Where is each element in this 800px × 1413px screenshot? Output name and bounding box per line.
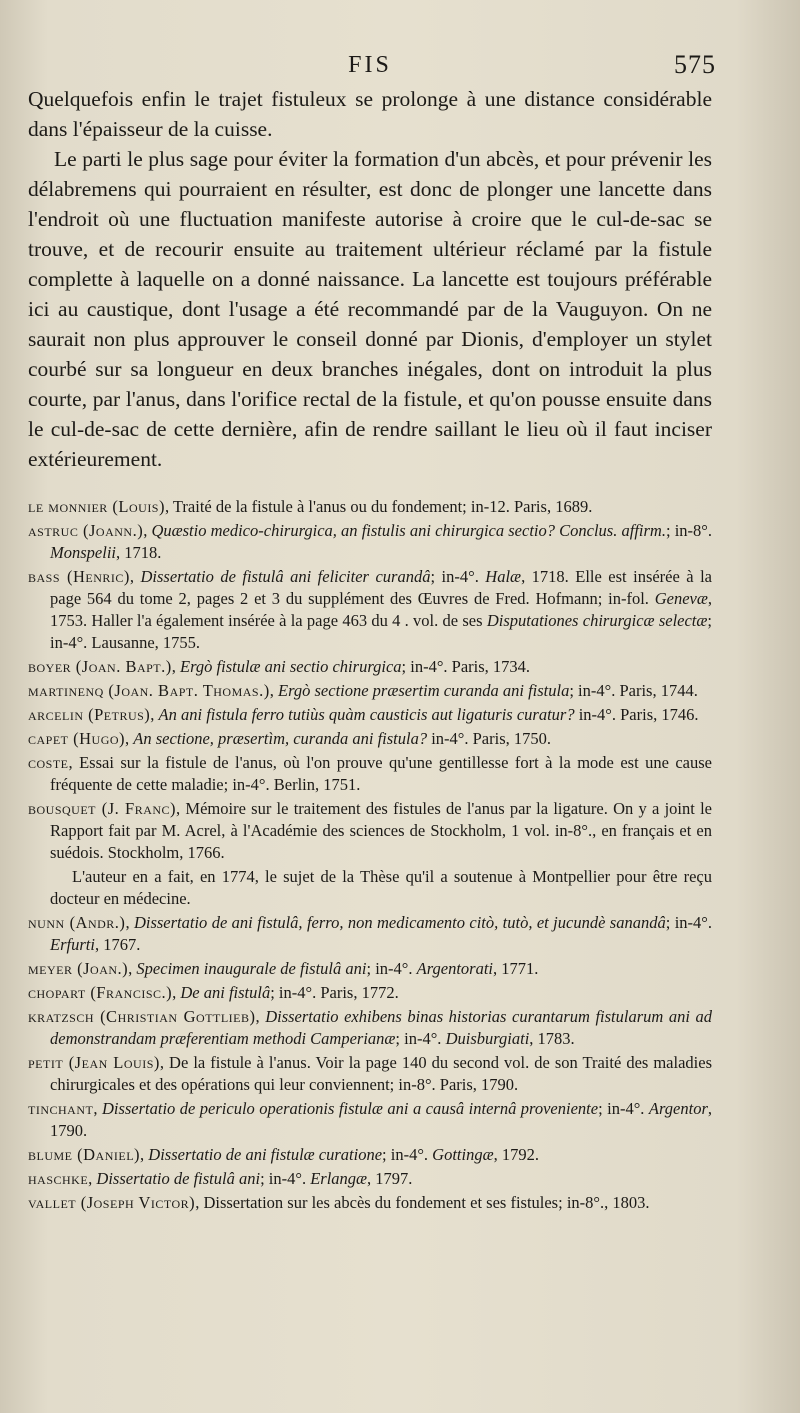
reference-entry <box>28 1006 712 1050</box>
reference-author: astruc (Joann.) <box>28 521 144 540</box>
reference-title: De ani fistulâ <box>180 983 271 1002</box>
reference-text: , <box>140 1145 149 1164</box>
reference-text: , 1783. <box>529 1029 575 1048</box>
reference-entry <box>28 1192 712 1214</box>
reference-author: capet (Hugo) <box>28 729 126 748</box>
reference-text: , <box>150 705 159 724</box>
running-head: FIS <box>348 52 392 78</box>
reference-title: Monspelii <box>50 543 116 562</box>
reference-author: martinenq (Joan. Bapt. Thomas.) <box>28 681 270 700</box>
reference-text: , <box>128 959 137 978</box>
reference-author: blume (Daniel) <box>28 1145 141 1164</box>
reference-title: Dissertatio de fistulâ ani feliciter curandâ <box>140 567 431 586</box>
reference-author: tinchant <box>28 1099 94 1118</box>
reference-text: , <box>125 913 134 932</box>
reference-entry <box>28 982 712 1004</box>
reference-text: , 1792. <box>493 1145 539 1164</box>
reference-title: Disputationes chirurgicæ selectæ <box>486 611 708 630</box>
reference-text: , <box>125 729 134 748</box>
paragraph: Quelquefois enfin le trajet fistuleux se prolonge à une distance considérable dans l'épaisseur de la cuisse. <box>28 87 712 141</box>
reference-title: Dissertatio de periculo operationis fistulæ ani a causâ internâ proveniente <box>101 1099 599 1118</box>
reference-title: Halæ <box>485 567 522 586</box>
reference-title: Argentorati <box>416 959 494 978</box>
reference-title: Genevæ <box>654 589 708 608</box>
reference-text: , 1753. Haller l'a également insérée à la page 463 du 4 . vol. de ses <box>50 589 712 630</box>
reference-text: , <box>143 521 152 540</box>
reference-entry <box>28 1098 712 1142</box>
reference-entry <box>28 912 712 956</box>
reference-entry <box>28 798 712 864</box>
reference-title: Specimen inaugurale de fistulâ ani <box>136 959 367 978</box>
reference-text: , <box>269 681 278 700</box>
reference-author: boyer (Joan. Bapt.) <box>28 657 172 676</box>
page-number: 575 <box>674 50 716 79</box>
reference-title: Erlangæ <box>310 1169 368 1188</box>
reference-text: ; in-4°. <box>430 567 486 586</box>
reference-author: nunn (Andr.) <box>28 913 126 932</box>
reference-author: chopart (Francisc.) <box>28 983 173 1002</box>
reference-text: , 1767. <box>94 935 141 954</box>
reference-text: , 1771. <box>493 959 539 978</box>
reference-entry <box>28 680 712 702</box>
reference-text: L'auteur en a fait, en 1774, le sujet de la Thèse qu'il a soutenue à Montpellier pour être reçu docteur en médecine. <box>50 867 712 908</box>
reference-text: , Essai sur la fistule de l'anus, où l'on prouve qu'une gentillesse fort à la mode est une cause fréquente de cette maladie; in-4°. Berlin, 1751. <box>50 753 712 794</box>
reference-text: , 1718. Elle est insérée à la page 564 du tome 2, pages 2 et 3 du supplément des Œuvres de Fred. Hofmann; in-fol. <box>50 567 713 608</box>
reference-title: Dissertatio de fistulâ ani <box>96 1169 261 1188</box>
reference-text: , 1790. <box>50 1099 712 1140</box>
body-text <box>28 84 712 474</box>
reference-text: , <box>129 567 141 586</box>
bibliography <box>28 496 712 1214</box>
reference-author: petit (Jean Louis) <box>28 1053 160 1072</box>
reference-entry <box>28 496 712 518</box>
reference-entry <box>28 1052 712 1096</box>
reference-author: vallet (Joseph Victor) <box>28 1193 196 1212</box>
reference-text: , <box>88 1169 97 1188</box>
reference-author: haschke <box>28 1169 89 1188</box>
reference-entry <box>28 566 712 654</box>
reference-author: coste <box>28 753 69 772</box>
reference-author: kratzsch (Christian Gottlieb) <box>28 1007 256 1026</box>
reference-text: ; in-4°. <box>366 959 417 978</box>
reference-entry <box>28 1144 712 1166</box>
reference-text: ; in-4°. Paris, 1772. <box>270 983 399 1002</box>
reference-title: Dissertatio de ani fistulæ curatione <box>148 1145 383 1164</box>
reference-text: , Mémoire sur le traitement des fistules de l'anus par la ligature. On y a joint le Rapport fait par M. Acrel, à l'Académie des sciences de Stockholm, 1 vol. in-8°., en français et en suédois. Stockholm, 1766. <box>50 799 712 862</box>
reference-text: , <box>172 983 181 1002</box>
reference-text: ; in-8°. <box>665 521 712 540</box>
reference-text: , <box>93 1099 102 1118</box>
reference-entry <box>28 752 712 796</box>
reference-text: , <box>255 1007 266 1026</box>
reference-title: Ergò sectione præsertim curanda ani fistula <box>277 681 570 700</box>
reference-title: Dissertatio exhibens binas historias curantarum fistularum ani ad demonstrandam præferentiam methodi Camperianæ <box>50 1007 713 1048</box>
reference-entry <box>28 704 712 726</box>
reference-title: Ergò fistulæ ani sectio chirurgica <box>180 657 402 676</box>
reference-text: in-4°. Paris, 1750. <box>427 729 552 748</box>
reference-text: , 1718. <box>116 543 162 562</box>
reference-author: arcelin (Petrus) <box>28 705 151 724</box>
reference-title: Duisburgiati <box>445 1029 530 1048</box>
reference-author: bousquet (J. Franc) <box>28 799 177 818</box>
reference-text: ; in-4°. Paris, 1734. <box>401 657 531 676</box>
reference-entry <box>28 728 712 750</box>
reference-text: , Dissertation sur les abcès du fondement et ses fistules; in-8°., 1803. <box>195 1193 650 1212</box>
page-header <box>28 50 716 84</box>
reference-entry <box>28 520 712 564</box>
reference-text: ; in-4°. <box>382 1145 433 1164</box>
reference-author: bass (Henric) <box>28 567 130 586</box>
reference-title: An ani fistula ferro tutiùs quàm causticis aut ligaturis curatur? <box>158 705 575 724</box>
reference-text: , 1797. <box>367 1169 413 1188</box>
reference-text: ; in-4°. <box>665 913 713 932</box>
reference-entry <box>28 958 712 980</box>
reference-text: ; in-4°. <box>395 1029 446 1048</box>
reference-text: , De la fistule à l'anus. Voir la page 140 du second vol. de son Traité des maladies chirurgicales et des opérations qui leur conviennent; in-8°. Paris, 1790. <box>50 1053 712 1094</box>
reference-text: ; in-4°. Lausanne, 1755. <box>50 611 712 652</box>
reference-author: meyer (Joan.) <box>28 959 129 978</box>
reference-title: Gottingæ <box>432 1145 494 1164</box>
reference-text: ; in-4°. <box>260 1169 311 1188</box>
reference-text: ; in-4°. <box>598 1099 649 1118</box>
reference-text: ; in-4°. Paris, 1744. <box>569 681 698 700</box>
reference-note <box>28 866 712 910</box>
reference-text: , Traité de la fistule à l'anus ou du fondement; in-12. Paris, 1689. <box>164 497 593 516</box>
reference-title: Quæstio medico-chirurgica, an fistulis ani chirurgica sectio? Conclus. affirm. <box>151 521 666 540</box>
reference-text: in-4°. Paris, 1746. <box>574 705 699 724</box>
reference-entry <box>28 1168 712 1190</box>
reference-entry <box>28 656 712 678</box>
reference-title: Argentor <box>648 1099 708 1118</box>
reference-title: Dissertatio de ani fistulâ, ferro, non medicamento citò, tutò, et jucundè sanandâ <box>133 913 666 932</box>
reference-title: Erfurti <box>50 935 95 954</box>
reference-author: le monnier (Louis) <box>28 497 165 516</box>
paragraph: Le parti le plus sage pour éviter la formation d'un abcès, et pour prévenir les délabremens qui pourraient en résulter, est donc de plonger une lancette dans l'endroit où une fluctuation manifeste autorise à croire que le cul-de-sac se trouve, et de recourir ensuite au traitement ultérieur réclamé par la fistule complette à laquelle on a donné naissance. La lancette est toujours préférable ici au caustique, dont l'usage a été recommandé par de la Vauguyon. On ne saurait non plus approuver le conseil donné par Dionis, d'employer un stylet courbé sur sa longueur en deux branches inégales, dont on introduit la plus courte, par l'anus, dans l'orifice rectal de la fistule, et qu'on pousse ensuite dans le cul-de-sac de cette dernière, afin de rendre saillant le lieu où il faut inciser extérieurement. <box>28 147 712 471</box>
reference-title: An sectione, præsertìm, curanda ani fistula? <box>133 729 428 748</box>
reference-text: , <box>171 657 181 676</box>
